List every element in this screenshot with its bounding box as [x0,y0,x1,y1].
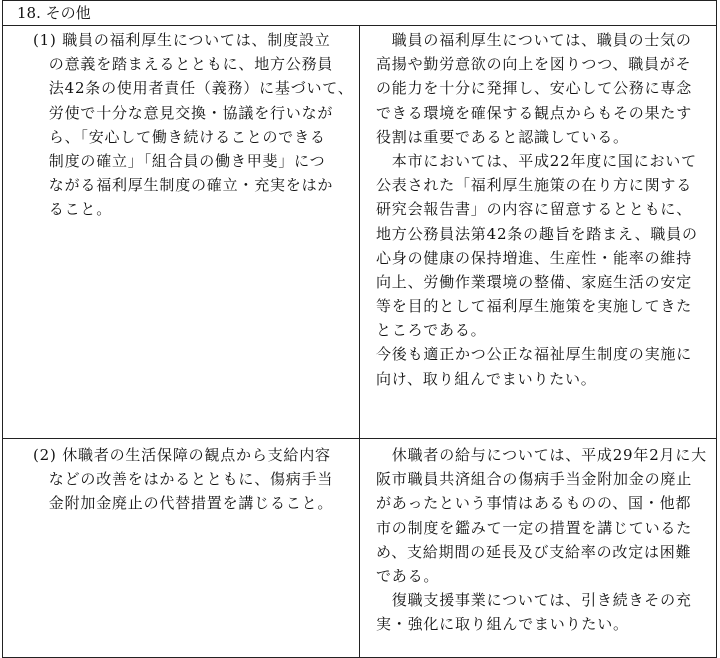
table-row [3,439,717,658]
text-line: 実・強化に取り組んでまいりたい。 [376,615,629,634]
text-line: 高揚や勤労意欲の向上を図りつつ、職員がそ [376,55,692,74]
text-line: 金附加金廃止の代替措置を講じること。 [33,494,334,513]
text-line: 心身の健康の保持増進、生産性・能率の維持 [376,248,693,267]
request-text-1 [3,26,359,222]
text-line: ところである。 [376,321,487,340]
response-cell-2 [360,439,717,658]
text-line: 休職者の給与については、平成29年2月に大 [376,446,707,464]
text-line: できる環境を確保する観点からもその果たす [376,103,693,122]
text-line: 労使で十分な意見交換・協議を行いなが [33,103,334,122]
text-line: ること。 [33,200,113,219]
text-line: 市の制度を鑑みて一定の措置を講じているた [376,518,693,537]
text-line: め、支給期間の延長及び支給率の改定は困難 [376,542,692,561]
text-line: 職員の福利厚生については、職員の士気の [376,31,692,49]
request-response-table [2,0,717,658]
text-line: の意義を踏まえるとともに、地方公務員 [33,55,334,74]
text-line: 制度の確立」「組合員の働き甲斐」につ [33,151,326,170]
text-line: 今後も適正かつ公正な福祉厚生制度の実施に [376,345,693,364]
response-text-2 [360,439,716,637]
text-line: 等を目的として福利厚生施策を実施してきた [376,297,693,316]
section-title-row [3,1,717,26]
request-text-2 [3,439,359,516]
text-line: などの改善をはかるとともに、傷病手当 [33,470,334,489]
text-line: 阪市職員共済組合の傷病手当金附加金の廃止 [376,470,693,489]
request-cell-2 [3,439,360,658]
text-line: 役割は重要であると認識している。 [376,127,629,146]
request-cell-1 [3,26,360,439]
section-title-cell [3,1,717,26]
text-line: の能力を十分に発揮し、安心して公務に専念 [376,79,693,98]
text-line: 復職支援事業については、引き続きその充 [376,591,692,610]
text-line: があったという事情はあるものの、国・他都 [376,494,692,513]
response-text-1 [360,26,716,391]
response-cell-1 [360,26,717,439]
text-line: ら、「安心して働き続けることのできる [33,127,326,146]
text-line: である。 [376,566,440,585]
text-line: 本市においては、平成22年度に国において [376,151,697,170]
text-line: 研究会報告書」の内容に留意するとともに、 [376,200,693,219]
text-line: (2) 休職者の生活保障の観点から支給内容 [33,446,331,464]
text-line: 法42条の使用者責任（義務）に基づいて、 [33,79,354,98]
text-line: ながる福利厚生制度の確立・充実をはか [33,176,334,195]
text-line: 向上、労働作業環境の整備、家庭生活の安定 [376,272,693,291]
text-line: 地方公務員法第42条の趣旨を踏まえ、職員の [376,224,698,243]
table-row [3,26,717,439]
text-line: (1) 職員の福利厚生については、制度設立 [33,31,331,49]
text-line: 向け、取り組んでまいりたい。 [376,369,597,388]
text-line: 公表された「福利厚生施策の在り方に関する [376,176,693,195]
section-title: 18. その他 [17,4,91,22]
